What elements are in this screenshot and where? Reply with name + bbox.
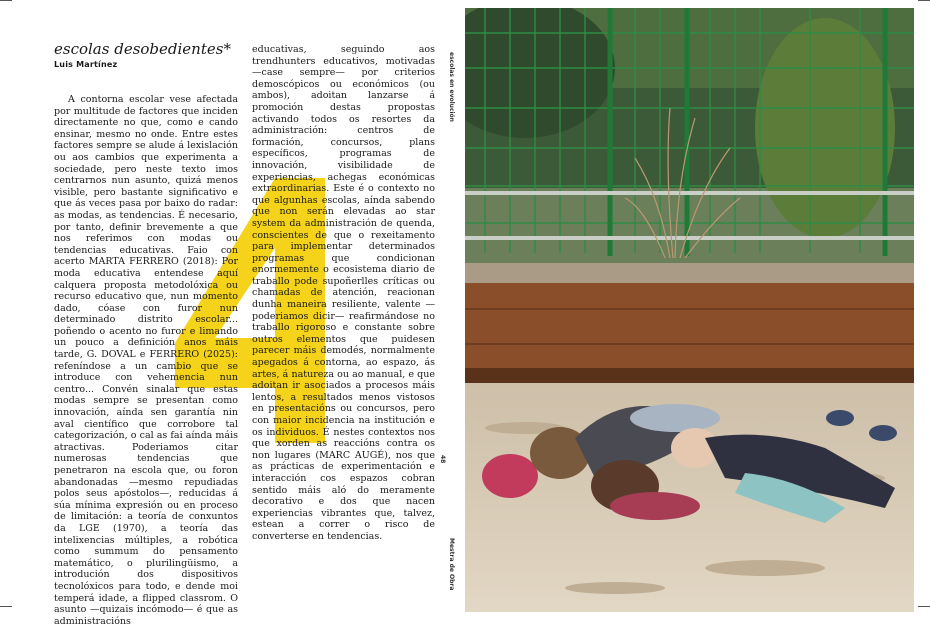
column-2-text: educativas, seguindo aos trendhunters educativos, motivadas —case sempre— por criterios demoscópicos ou económicos (ou ambos), adoitan lanzarse á promoción destas propostas activando todos os resortes da administración: centros de formación, concursos, plans específicos, programas de innovación, visibilidade de experiencias, achegas económicas extraordinarias. Este é o contexto no que algunhas escolas, aínda sabendo que non serán elevadas ao star system da administración de quenda, conscientes de que o rexeitamento para implementar determinados programas que condicionan enormemente o ecosistema diario de traballo pode supoñerlles críticas ou chamadas de atención, reacionan dunha maneira resiliente, valente —poderiamos dicir— reafirmándose no traballo rigoroso e constante sobre outros elementos que puidesen parecer máis demodés, normalmente apegados á contorna, ao espazo, ás artes, á natureza ou ao manual, e que adoitan ir asociados a procesos máis lentos, a resultados menos vistosos en presentacións ou concursos, pero con maior incidencia na institución e os individuos. É nestes contextos nos que xorden as reaccións contra os non lugares (MARC AUGÉ), nos que as prácticas de experimentación e interacción cos espazos cobran sentido máis aló do meramente decorativo e dos que nacen experiencias vibrantes que, talvez, estean a correr o risco de converterse en tendencias. — [252, 44, 435, 542]
magazine-label: Mestra de Obra — [448, 538, 455, 591]
article-column-2 — [252, 44, 435, 543]
page-number: 48 — [439, 455, 446, 464]
column-1-text: A contorna escolar vese afectada por multitude de factores que inciden directamente no que, como e cando ensinar, mesmo no onde. Entre estes factores sempre se alude á lexislación ou aos cambios que experimenta a sociedade, pero neste texto imos centrarnos nun asunto, quizá menos visible, pero bastante significativo e que ás veces pasa por baixo do radar: as modas, as tendencias. É necesario, por tanto, definir brevemente a que nos referimos con modas ou tendencias educativas. Faio con acerto MARTA FERRERO (2018): Por moda educativa entendese aquí calquera proposta metodolóxica ou recurso educativo que, nun momento dado, cóase con furor nun determinado distrito escolar... poñendo o acento no furor e limando un pouco a definición anos máis tarde, G. DOVAL e FERRERO (2025): refeníndose a un cambio que se introduce con vehemencia nun centro... Convén sinalar que estas modas sempre se presentan como innovación, aínda sen garantía nin aval científico que corrobore tal categorización, o cal as fai aínda máis atractivas. Poderiamos citar numerosas tendencias que penetraron na escola que, ou foron abandonadas —mesmo repudiadas polos seus apóstolos—, reducidas á súa mínima expresión ou en proceso de limitación: a teoría de conxuntos da LGE (1970), a teoría das intelixencias múltiples, a robótica como summum do pensamento matemático, o plurilingüismo, a introdución dos dispositivos tecnolóxicos para todo, e dende moi temperá idade, a flipped classrom. O asunto —quizais incómodo— é que as administracións — [54, 94, 238, 627]
photo-children-in-sandbox — [465, 8, 914, 612]
crop-mark-top-left — [0, 0, 12, 1]
crop-mark-bottom-left — [0, 606, 12, 607]
crop-mark-top-right — [918, 0, 930, 1]
article-column-1 — [54, 94, 238, 627]
section-label: escolas en evolución — [448, 52, 455, 122]
crop-mark-bottom-right — [918, 606, 930, 607]
article-title: escolas desobedientes* — [54, 40, 231, 58]
article-author: Luis Martínez — [54, 60, 118, 69]
